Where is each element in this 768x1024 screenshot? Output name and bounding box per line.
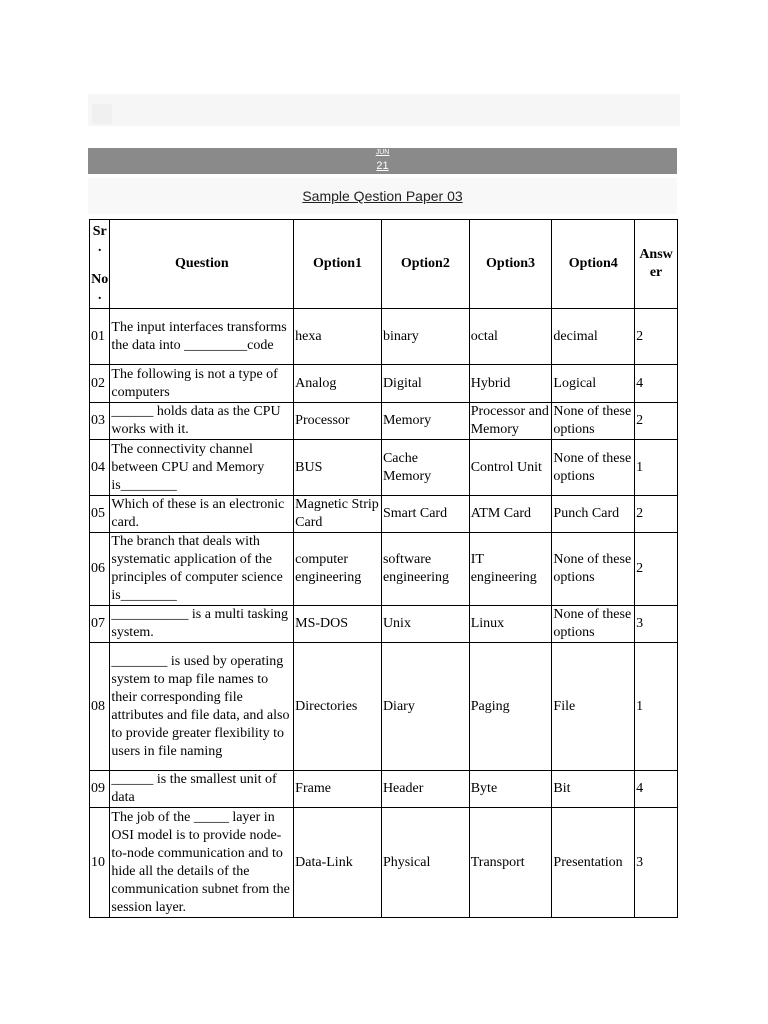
cell-option3: Byte (469, 771, 552, 808)
cell-question: ________ is used by operating system to map file names to their corresponding file attributes and file data, and also to provide greater flexibility to users in file naming (110, 643, 294, 771)
cell-no: 02 (90, 365, 110, 403)
table-row (90, 808, 678, 918)
cell-option2: Diary (381, 643, 469, 771)
cell-answer: 2 (635, 309, 678, 365)
table-row (90, 309, 678, 365)
table-row (90, 365, 678, 403)
header-option3: Option3 (469, 220, 552, 309)
cell-option3: ATM Card (469, 496, 552, 533)
cell-question: The connectivity channel between CPU and Memory is________ (110, 440, 294, 496)
cell-option4: decimal (552, 309, 635, 365)
table-row (90, 403, 678, 440)
cell-no: 07 (90, 606, 110, 643)
cell-option3: Hybrid (469, 365, 552, 403)
cell-no: 10 (90, 808, 110, 918)
table-row (90, 440, 678, 496)
cell-option2: Physical (381, 808, 469, 918)
cell-answer: 4 (635, 365, 678, 403)
cell-question: The job of the _____ layer in OSI model is to provide node-to-node communication and to hide all the details of the communication subnet from the session layer. (110, 808, 294, 918)
header-option2: Option2 (381, 220, 469, 309)
cell-answer: 1 (635, 440, 678, 496)
question-table (89, 219, 678, 918)
cell-answer: 3 (635, 606, 678, 643)
header-question: Question (110, 220, 294, 309)
cell-option2: software engineering (381, 533, 469, 606)
cell-no: 05 (90, 496, 110, 533)
cell-option4: Presentation (552, 808, 635, 918)
cell-option4: None of these options (552, 403, 635, 440)
cell-option2: Header (381, 771, 469, 808)
cell-no: 08 (90, 643, 110, 771)
cell-option1: Frame (294, 771, 382, 808)
cell-no: 03 (90, 403, 110, 440)
cell-option4: Logical (552, 365, 635, 403)
cell-question: ___________ is a multi tasking system. (110, 606, 294, 643)
cell-option1: computer engineering (294, 533, 382, 606)
table-row (90, 771, 678, 808)
cell-option2: Cache Memory (381, 440, 469, 496)
date-bar (88, 148, 677, 174)
cell-option4: None of these options (552, 533, 635, 606)
cell-answer: 1 (635, 643, 678, 771)
cell-answer: 2 (635, 496, 678, 533)
page-title-link[interactable]: Sample Qestion Paper 03 (302, 188, 463, 204)
cell-option4: None of these options (552, 606, 635, 643)
blank-image-placeholder (92, 104, 112, 124)
cell-option1: Directories (294, 643, 382, 771)
cell-question: The input interfaces transforms the data into _________code (110, 309, 294, 365)
cell-answer: 2 (635, 533, 678, 606)
table-row (90, 606, 678, 643)
cell-question: The branch that deals with systematic application of the principles of computer science is________ (110, 533, 294, 606)
cell-option2: Smart Card (381, 496, 469, 533)
cell-option4: None of these options (552, 440, 635, 496)
cell-question: The following is not a type of computers (110, 365, 294, 403)
cell-option1: Data-Link (294, 808, 382, 918)
cell-option4: Punch Card (552, 496, 635, 533)
cell-option3: Transport (469, 808, 552, 918)
cell-option2: Unix (381, 606, 469, 643)
cell-option3: Control Unit (469, 440, 552, 496)
header-row (90, 220, 678, 309)
cell-no: 01 (90, 309, 110, 365)
table-row (90, 496, 678, 533)
date-month[interactable]: JUN (375, 149, 390, 156)
header-sr-no: Sr . No . (90, 220, 110, 309)
cell-answer: 3 (635, 808, 678, 918)
header-option4: Option4 (552, 220, 635, 309)
cell-question: ______ is the smallest unit of data (110, 771, 294, 808)
cell-no: 06 (90, 533, 110, 606)
cell-option1: Analog (294, 365, 382, 403)
cell-option1: Magnetic Strip Card (294, 496, 382, 533)
header-answer: Answ er (635, 220, 678, 309)
cell-option4: File (552, 643, 635, 771)
table-row (90, 533, 678, 606)
table-row (90, 643, 678, 771)
cell-answer: 4 (635, 771, 678, 808)
cell-option1: BUS (294, 440, 382, 496)
cell-no: 09 (90, 771, 110, 808)
cell-question: ______ holds data as the CPU works with it. (110, 403, 294, 440)
cell-option2: Memory (381, 403, 469, 440)
cell-option3: IT engineering (469, 533, 552, 606)
cell-option3: Linux (469, 606, 552, 643)
cell-option2: binary (381, 309, 469, 365)
cell-option1: Processor (294, 403, 382, 440)
title-band (88, 178, 677, 214)
cell-option1: MS-DOS (294, 606, 382, 643)
cell-option3: Paging (469, 643, 552, 771)
header-option1: Option1 (294, 220, 382, 309)
cell-no: 04 (90, 440, 110, 496)
cell-option2: Digital (381, 365, 469, 403)
cell-question: Which of these is an electronic card. (110, 496, 294, 533)
cell-answer: 2 (635, 403, 678, 440)
date-day[interactable]: 21 (376, 160, 389, 172)
cell-option1: hexa (294, 309, 382, 365)
cell-option3: octal (469, 309, 552, 365)
top-banner (88, 94, 680, 126)
cell-option3: Processor and Memory (469, 403, 552, 440)
cell-option4: Bit (552, 771, 635, 808)
